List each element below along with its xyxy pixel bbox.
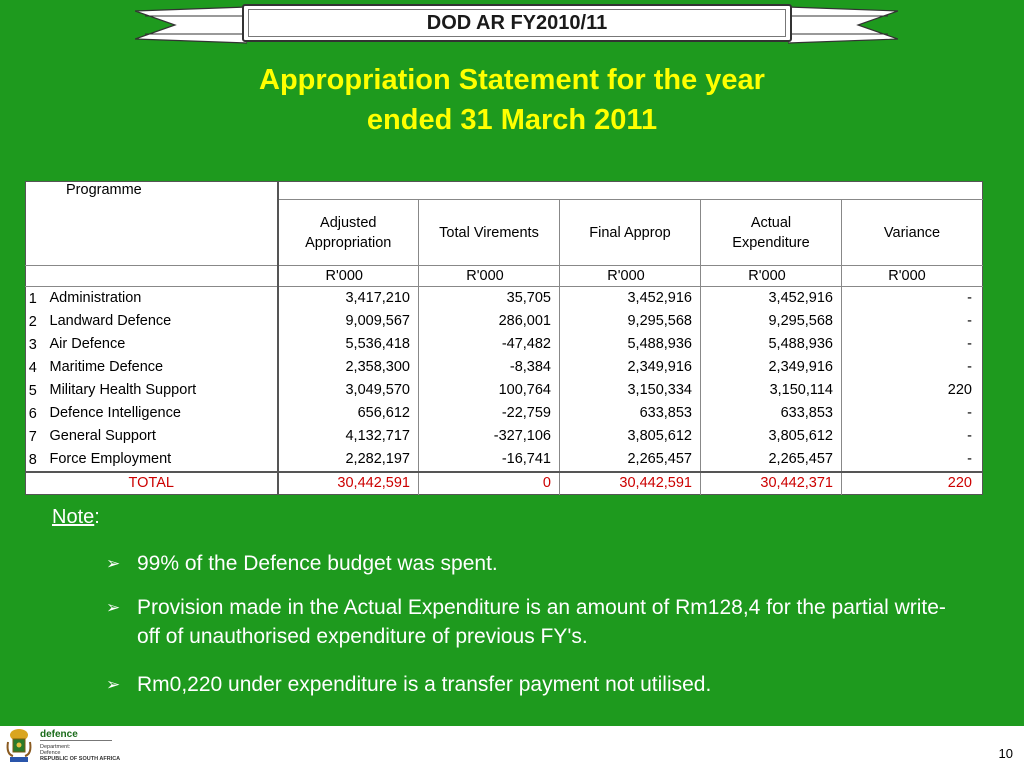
note-text: 99% of the Defence budget was spent. — [137, 552, 498, 575]
banner-left-arrow — [135, 6, 247, 44]
cell-variance: - — [842, 402, 983, 425]
table-row — [26, 310, 983, 333]
total-row — [26, 472, 983, 494]
programme-name: Military Health Support — [49, 382, 197, 398]
cell-adjusted-appropriation: 4,132,717 — [278, 425, 419, 448]
cell-actual-expenditure: 3,150,114 — [701, 379, 842, 402]
logo-dept-line: Defence — [40, 750, 61, 756]
cell-actual-expenditure: 2,349,916 — [701, 356, 842, 379]
cell-adjusted-appropriation: 2,282,197 — [278, 448, 419, 472]
programme-name: Air Defence — [49, 336, 126, 352]
logo-brand: defence — [40, 729, 78, 740]
cell-actual-expenditure: 2,265,457 — [701, 448, 842, 472]
logo-dept-line: Department: — [40, 744, 71, 750]
banner-title: DOD AR FY2010/11 — [426, 11, 608, 34]
cell-adjusted-appropriation: 3,049,570 — [278, 379, 419, 402]
cell-variance: - — [842, 425, 983, 448]
cell-adjusted-appropriation: 656,612 — [278, 402, 419, 425]
note-heading: Note: — [52, 506, 100, 528]
row-number: 2 — [28, 314, 37, 330]
cell-variance: - — [842, 356, 983, 379]
programme-name: Maritime Defence — [49, 359, 164, 375]
cell-final-approp: 3,150,334 — [560, 379, 701, 402]
total-label: TOTAL — [26, 472, 278, 494]
cell-final-approp: 633,853 — [560, 402, 701, 425]
arrow-bullet-icon: ➢ — [106, 598, 121, 617]
banner-right-arrow — [788, 6, 898, 44]
header-blank-band — [278, 182, 983, 200]
note-bullet — [106, 670, 956, 699]
col-header-total-virements: Total Virements — [419, 200, 560, 266]
cell-variance: - — [842, 287, 983, 311]
col-header-final-approp: Final Approp — [560, 200, 701, 266]
unit-label: R'000 — [701, 266, 842, 287]
unit-label: R'000 — [278, 266, 419, 287]
cell-variance: 220 — [842, 379, 983, 402]
cell-adjusted-appropriation: 9,009,567 — [278, 310, 419, 333]
table-body — [26, 287, 983, 473]
row-number: 8 — [28, 452, 37, 468]
programme-header: Programme — [66, 182, 142, 198]
programme-name: Defence Intelligence — [49, 405, 181, 421]
note-text: Rm0,220 under expenditure is a transfer payment not utilised. — [137, 673, 712, 696]
cell-virements: -327,106 — [419, 425, 560, 448]
table-header-row — [26, 182, 983, 200]
cell-virements: -47,482 — [419, 333, 560, 356]
table-row — [26, 287, 983, 311]
cell-final-approp: 3,805,612 — [560, 425, 701, 448]
cell-variance: - — [842, 333, 983, 356]
cell-actual-expenditure: 5,488,936 — [701, 333, 842, 356]
cell-virements: 286,001 — [419, 310, 560, 333]
footer-bar — [0, 726, 1024, 768]
total-virements: 0 — [419, 472, 560, 494]
row-number: 1 — [28, 291, 37, 307]
col-header-actual-expenditure: Actual Expenditure — [701, 200, 842, 266]
cell-virements: 100,764 — [419, 379, 560, 402]
programme-name: General Support — [49, 428, 156, 444]
note-bullet — [106, 549, 956, 578]
cell-adjusted-appropriation: 3,417,210 — [278, 287, 419, 311]
total-final-approp: 30,442,591 — [560, 472, 701, 494]
cell-variance: - — [842, 448, 983, 472]
cell-actual-expenditure: 3,805,612 — [701, 425, 842, 448]
appropriation-table — [25, 181, 983, 495]
row-number: 4 — [28, 360, 37, 376]
cell-final-approp: 3,452,916 — [560, 287, 701, 311]
programme-name: Landward Defence — [49, 313, 172, 329]
unit-label: R'000 — [842, 266, 983, 287]
cell-final-approp: 9,295,568 — [560, 310, 701, 333]
page-number: 10 — [998, 746, 1013, 761]
header-banner — [242, 4, 792, 42]
logo-dept-line: REPUBLIC OF SOUTH AFRICA — [40, 756, 121, 762]
defence-logo — [40, 729, 120, 762]
slide-title-line-1: Appropriation Statement for the year — [259, 64, 765, 96]
unit-label: R'000 — [560, 266, 701, 287]
table-row — [26, 402, 983, 425]
col-header-adjusted-appropriation: Adjusted Appropriation — [278, 200, 419, 266]
cell-actual-expenditure: 633,853 — [701, 402, 842, 425]
unit-label: R'000 — [419, 266, 560, 287]
cell-final-approp: 2,349,916 — [560, 356, 701, 379]
total-adjusted-appropriation: 30,442,591 — [278, 472, 419, 494]
row-number: 7 — [28, 429, 37, 445]
cell-adjusted-appropriation: 5,536,418 — [278, 333, 419, 356]
row-number: 6 — [28, 406, 37, 422]
cell-actual-expenditure: 9,295,568 — [701, 310, 842, 333]
table-row — [26, 379, 983, 402]
table-row — [26, 448, 983, 472]
note-text: Provision made in the Actual Expenditure is an amount of Rm128,4 for the partial write-off of unauthorised expenditure of previous FY's. — [137, 596, 946, 648]
row-number: 5 — [28, 383, 37, 399]
coat-of-arms-icon — [4, 726, 34, 766]
arrow-bullet-icon: ➢ — [106, 675, 121, 694]
row-number: 3 — [28, 337, 37, 353]
col-header-variance: Variance — [842, 200, 983, 266]
cell-virements: -22,759 — [419, 402, 560, 425]
programme-name: Force Employment — [49, 451, 172, 467]
cell-variance: - — [842, 310, 983, 333]
cell-adjusted-appropriation: 2,358,300 — [278, 356, 419, 379]
cell-virements: -8,384 — [419, 356, 560, 379]
note-bullet — [106, 593, 956, 651]
table-row — [26, 356, 983, 379]
units-row — [26, 266, 983, 287]
programme-name: Administration — [49, 290, 142, 306]
cell-final-approp: 5,488,936 — [560, 333, 701, 356]
cell-final-approp: 2,265,457 — [560, 448, 701, 472]
cell-actual-expenditure: 3,452,916 — [701, 287, 842, 311]
total-variance: 220 — [842, 472, 983, 494]
slide-title-line-2: ended 31 March 2011 — [366, 104, 658, 136]
arrow-bullet-icon: ➢ — [106, 554, 121, 573]
table-row — [26, 425, 983, 448]
cell-virements: 35,705 — [419, 287, 560, 311]
logo-divider — [40, 740, 112, 741]
cell-virements: -16,741 — [419, 448, 560, 472]
table-row — [26, 333, 983, 356]
total-actual-expenditure: 30,442,371 — [701, 472, 842, 494]
